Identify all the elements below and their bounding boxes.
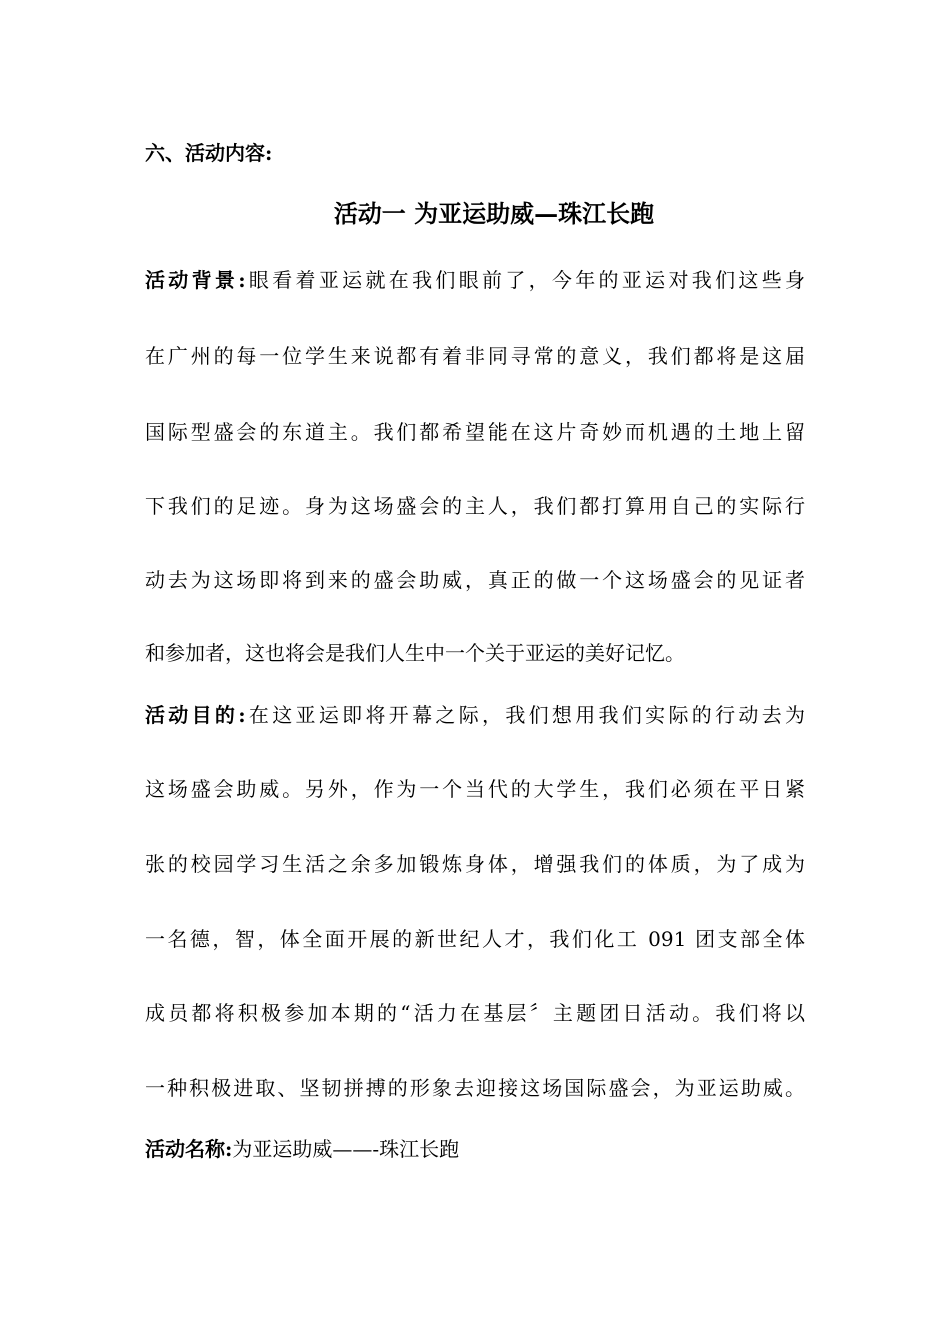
background-line-4: 下我们的足迹。身为这场盛会的主人，我们都打算用自己的实际行 bbox=[145, 494, 805, 518]
activity-name-value: 为亚运助威——-珠江长跑 bbox=[232, 1137, 460, 1161]
purpose-line-3: 张的校园学习生活之余多加锻炼身体，增强我们的体质，为了成为 bbox=[145, 852, 805, 876]
background-line-3: 国际型盛会的东道主。我们都希望能在这片奇妙而机遇的土地上留 bbox=[145, 420, 805, 444]
purpose-line-4: 一名德，智，体全面开展的新世纪人才，我们化工 091 团支部全体 bbox=[145, 927, 805, 951]
purpose-line-1 bbox=[145, 702, 805, 728]
purpose-line-5: 成员都将积极参加本期的“活力在基层〞主题团日活动。我们将以 bbox=[145, 1001, 805, 1025]
purpose-line-2: 这场盛会助威。另外，作为一个当代的大学生，我们必须在平日紧 bbox=[145, 777, 805, 801]
background-line-5: 动去为这场即将到来的盛会助威，真正的做一个这场盛会的见证者 bbox=[145, 568, 805, 592]
section-heading: 六、活动内容: bbox=[145, 141, 273, 165]
background-line-2: 在广州的每一位学生来说都有着非同寻常的意义，我们都将是这届 bbox=[145, 344, 805, 368]
purpose-text-1: 在这亚运即将开幕之际，我们想用我们实际的行动去为 bbox=[245, 703, 806, 727]
activity-name-label: 活动名称: bbox=[145, 1137, 233, 1161]
background-line-6: 和参加者，这也将会是我们人生中一个关于亚运的美好记忆。 bbox=[145, 641, 685, 665]
background-line-1 bbox=[145, 267, 805, 293]
purpose-line-6: 一种积极进取、坚韧拼搏的形象去迎接这场国际盛会，为亚运助威。 bbox=[145, 1076, 805, 1100]
activity-title: 活动一 为亚运助威—珠江长跑 bbox=[333, 199, 655, 228]
activity-name-line bbox=[145, 1136, 459, 1162]
background-label: 活动背景: bbox=[145, 268, 246, 292]
background-text-1: 眼看着亚运就在我们眼前了，今年的亚运对我们这些身 bbox=[245, 268, 806, 292]
purpose-label: 活动目的: bbox=[145, 703, 246, 727]
